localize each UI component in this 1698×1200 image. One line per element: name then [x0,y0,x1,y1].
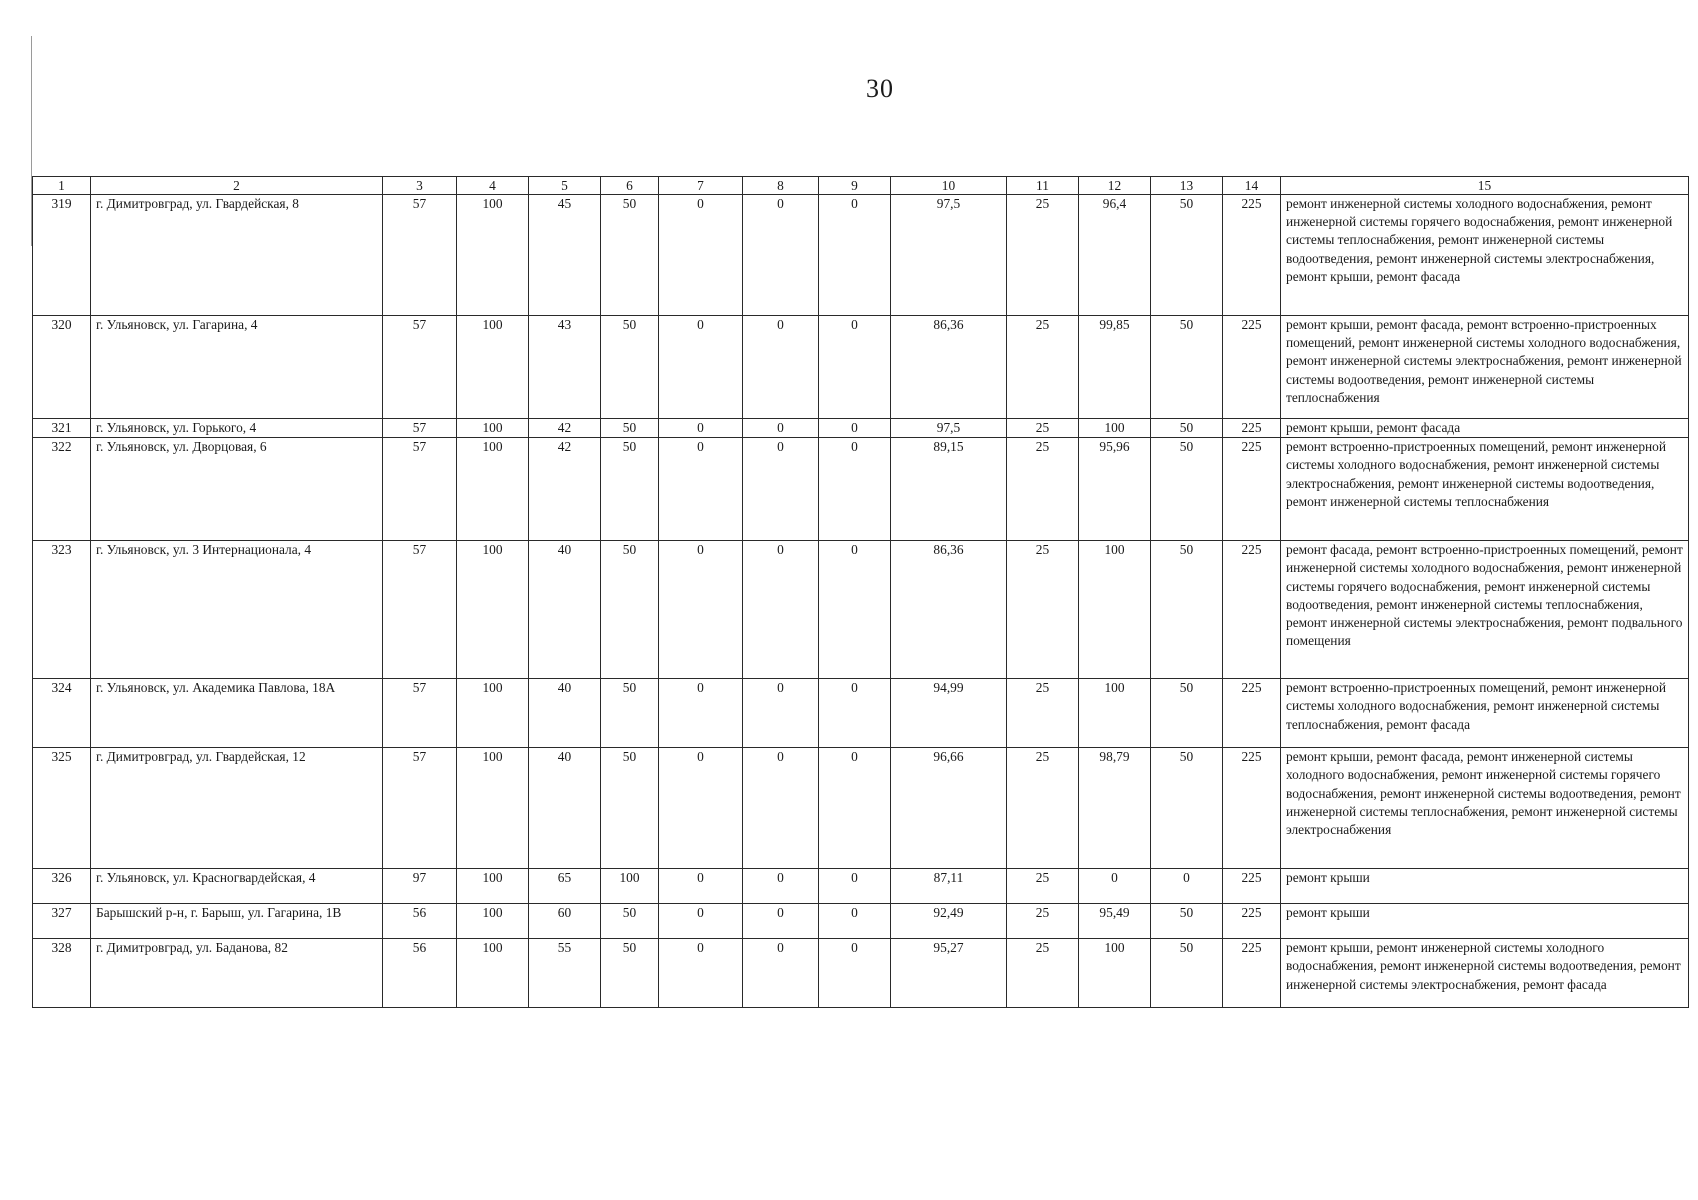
value-cell: 94,99 [891,679,1007,748]
col-header: 7 [659,177,743,195]
table-row [33,748,1689,869]
value-cell: 100 [457,195,529,316]
value-cell: 50 [601,419,659,438]
table-row [33,438,1689,541]
value-cell: 0 [743,419,819,438]
value-cell: 0 [819,869,891,904]
value-cell: 25 [1007,316,1079,419]
row-number-cell: 323 [33,541,91,679]
value-cell: 0 [743,541,819,679]
value-cell: 97 [383,869,457,904]
value-cell: 0 [819,419,891,438]
value-cell: 0 [819,904,891,939]
value-cell: 0 [659,316,743,419]
value-cell: 50 [1151,748,1223,869]
repair-works-cell: ремонт фасада, ремонт встроенно-пристроенных помещений, ремонт инженерной системы холодного водоснабжения, ремонт инженерной системы горячего водоснабжения, ремонт инженерной системы водоотведения, ремонт инженерной системы теплоснабжения, ремонт инженерной системы электроснабжения, ремонт подвального помещения [1281,541,1689,679]
value-cell: 225 [1223,904,1281,939]
value-cell: 86,36 [891,541,1007,679]
value-cell: 0 [659,939,743,1008]
value-cell: 0 [743,939,819,1008]
address-cell: Барышский р-н, г. Барыш, ул. Гагарина, 1В [91,904,383,939]
value-cell: 99,85 [1079,316,1151,419]
value-cell: 225 [1223,869,1281,904]
value-cell: 0 [1079,869,1151,904]
col-header: 13 [1151,177,1223,195]
value-cell: 89,15 [891,438,1007,541]
row-number-cell: 326 [33,869,91,904]
row-number-cell: 324 [33,679,91,748]
table-row [33,419,1689,438]
value-cell: 95,27 [891,939,1007,1008]
value-cell: 0 [659,438,743,541]
value-cell: 50 [1151,904,1223,939]
value-cell: 225 [1223,195,1281,316]
address-cell: г. Димитровград, ул. Гвардейская, 8 [91,195,383,316]
value-cell: 97,5 [891,419,1007,438]
address-cell: г. Димитровград, ул. Баданова, 82 [91,939,383,1008]
value-cell: 225 [1223,939,1281,1008]
value-cell: 0 [659,419,743,438]
value-cell: 42 [529,419,601,438]
col-header: 2 [91,177,383,195]
value-cell: 55 [529,939,601,1008]
value-cell: 50 [601,904,659,939]
value-cell: 100 [457,679,529,748]
value-cell: 100 [457,869,529,904]
value-cell: 57 [383,748,457,869]
value-cell: 0 [659,679,743,748]
repair-works-cell: ремонт крыши, ремонт фасада, ремонт встроенно-пристроенных помещений, ремонт инженерной системы холодного водоснабжения, ремонт инженерной системы электроснабжения, ремонт инженерной системы водоотведения, ремонт инженерной системы теплоснабжения [1281,316,1689,419]
repair-works-cell: ремонт крыши, ремонт фасада, ремонт инженерной системы холодного водоснабжения, ремонт инженерной системы горячего водоснабжения, ремонт инженерной системы водоотведения, ремонт инженерной системы теплоснабжения, ремонт инженерной системы электроснабжения [1281,748,1689,869]
value-cell: 25 [1007,748,1079,869]
row-number-cell: 327 [33,904,91,939]
value-cell: 25 [1007,419,1079,438]
value-cell: 50 [601,438,659,541]
address-cell: г. Ульяновск, ул. Академика Павлова, 18А [91,679,383,748]
value-cell: 0 [819,679,891,748]
col-header: 8 [743,177,819,195]
col-header: 1 [33,177,91,195]
col-header: 15 [1281,177,1689,195]
value-cell: 98,79 [1079,748,1151,869]
value-cell: 92,49 [891,904,1007,939]
value-cell: 40 [529,748,601,869]
value-cell: 57 [383,419,457,438]
address-cell: г. Димитровград, ул. Гвардейская, 12 [91,748,383,869]
value-cell: 57 [383,316,457,419]
col-header: 14 [1223,177,1281,195]
value-cell: 25 [1007,904,1079,939]
value-cell: 97,5 [891,195,1007,316]
value-cell: 50 [1151,541,1223,679]
value-cell: 57 [383,541,457,679]
table-row [33,939,1689,1008]
value-cell: 0 [743,438,819,541]
value-cell: 100 [457,438,529,541]
col-header: 6 [601,177,659,195]
value-cell: 0 [819,541,891,679]
value-cell: 0 [819,748,891,869]
value-cell: 50 [1151,316,1223,419]
value-cell: 96,4 [1079,195,1151,316]
value-cell: 40 [529,679,601,748]
value-cell: 225 [1223,316,1281,419]
value-cell: 100 [1079,541,1151,679]
address-cell: г. Ульяновск, ул. Горького, 4 [91,419,383,438]
col-header: 4 [457,177,529,195]
value-cell: 95,49 [1079,904,1151,939]
value-cell: 225 [1223,438,1281,541]
value-cell: 42 [529,438,601,541]
value-cell: 50 [1151,679,1223,748]
repair-works-cell: ремонт встроенно-пристроенных помещений, ремонт инженерной системы холодного водоснабжения, ремонт инженерной системы теплоснабжения, ремонт фасада [1281,679,1689,748]
row-number-cell: 321 [33,419,91,438]
repair-works-cell: ремонт крыши, ремонт фасада [1281,419,1689,438]
value-cell: 87,11 [891,869,1007,904]
row-number-cell: 328 [33,939,91,1008]
value-cell: 0 [743,316,819,419]
col-header: 3 [383,177,457,195]
value-cell: 100 [1079,419,1151,438]
value-cell: 0 [659,904,743,939]
value-cell: 100 [601,869,659,904]
value-cell: 0 [743,679,819,748]
col-header: 9 [819,177,891,195]
value-cell: 57 [383,679,457,748]
value-cell: 25 [1007,195,1079,316]
value-cell: 0 [659,195,743,316]
value-cell: 50 [601,195,659,316]
value-cell: 43 [529,316,601,419]
value-cell: 56 [383,904,457,939]
col-header: 12 [1079,177,1151,195]
value-cell: 50 [1151,419,1223,438]
value-cell: 56 [383,939,457,1008]
repair-works-cell: ремонт инженерной системы холодного водоснабжения, ремонт инженерной системы горячего водоснабжения, ремонт инженерной системы теплоснабжения, ремонт инженерной системы водоотведения, ремонт инженерной системы электроснабжения, ремонт крыши, ремонт фасада [1281,195,1689,316]
value-cell: 65 [529,869,601,904]
value-cell: 100 [457,316,529,419]
address-cell: г. Ульяновск, ул. Дворцовая, 6 [91,438,383,541]
housing-repair-table [32,176,1689,1008]
value-cell: 50 [1151,939,1223,1008]
value-cell: 86,36 [891,316,1007,419]
value-cell: 0 [819,316,891,419]
value-cell: 100 [457,748,529,869]
value-cell: 0 [743,195,819,316]
table-row [33,541,1689,679]
row-number-cell: 325 [33,748,91,869]
value-cell: 0 [743,869,819,904]
repair-works-cell: ремонт крыши [1281,869,1689,904]
value-cell: 25 [1007,869,1079,904]
value-cell: 225 [1223,748,1281,869]
value-cell: 25 [1007,679,1079,748]
value-cell: 100 [1079,679,1151,748]
col-header: 11 [1007,177,1079,195]
address-cell: г. Ульяновск, ул. Гагарина, 4 [91,316,383,419]
table-row [33,195,1689,316]
value-cell: 225 [1223,419,1281,438]
value-cell: 100 [457,541,529,679]
value-cell: 100 [457,904,529,939]
value-cell: 50 [601,748,659,869]
value-cell: 95,96 [1079,438,1151,541]
value-cell: 57 [383,195,457,316]
value-cell: 225 [1223,679,1281,748]
repair-works-cell: ремонт крыши, ремонт инженерной системы холодного водоснабжения, ремонт инженерной системы водоотведения, ремонт инженерной системы электроснабжения, ремонт фасада [1281,939,1689,1008]
value-cell: 0 [743,904,819,939]
address-cell: г. Ульяновск, ул. 3 Интернационала, 4 [91,541,383,679]
col-header: 5 [529,177,601,195]
value-cell: 0 [819,438,891,541]
value-cell: 50 [601,939,659,1008]
table-row [33,904,1689,939]
value-cell: 50 [1151,438,1223,541]
row-number-cell: 319 [33,195,91,316]
value-cell: 100 [1079,939,1151,1008]
value-cell: 50 [1151,195,1223,316]
column-number-header [33,177,1689,195]
value-cell: 50 [601,679,659,748]
value-cell: 100 [457,419,529,438]
page-number: 30 [866,74,894,103]
value-cell: 50 [601,316,659,419]
table-row [33,869,1689,904]
value-cell: 100 [457,939,529,1008]
row-number-cell: 320 [33,316,91,419]
value-cell: 0 [819,195,891,316]
value-cell: 57 [383,438,457,541]
value-cell: 0 [659,869,743,904]
row-number-cell: 322 [33,438,91,541]
value-cell: 225 [1223,541,1281,679]
value-cell: 0 [1151,869,1223,904]
value-cell: 0 [819,939,891,1008]
col-header: 10 [891,177,1007,195]
table-row [33,316,1689,419]
value-cell: 0 [659,748,743,869]
value-cell: 96,66 [891,748,1007,869]
value-cell: 60 [529,904,601,939]
repair-works-cell: ремонт крыши [1281,904,1689,939]
value-cell: 50 [601,541,659,679]
value-cell: 0 [659,541,743,679]
table-row [33,679,1689,748]
value-cell: 40 [529,541,601,679]
value-cell: 25 [1007,939,1079,1008]
value-cell: 25 [1007,541,1079,679]
address-cell: г. Ульяновск, ул. Красногвардейская, 4 [91,869,383,904]
repair-works-cell: ремонт встроенно-пристроенных помещений, ремонт инженерной системы холодного водоснабжения, ремонт инженерной системы электроснабжения, ремонт инженерной системы водоотведения, ремонт инженерной системы теплоснабжения [1281,438,1689,541]
value-cell: 0 [743,748,819,869]
value-cell: 25 [1007,438,1079,541]
value-cell: 45 [529,195,601,316]
